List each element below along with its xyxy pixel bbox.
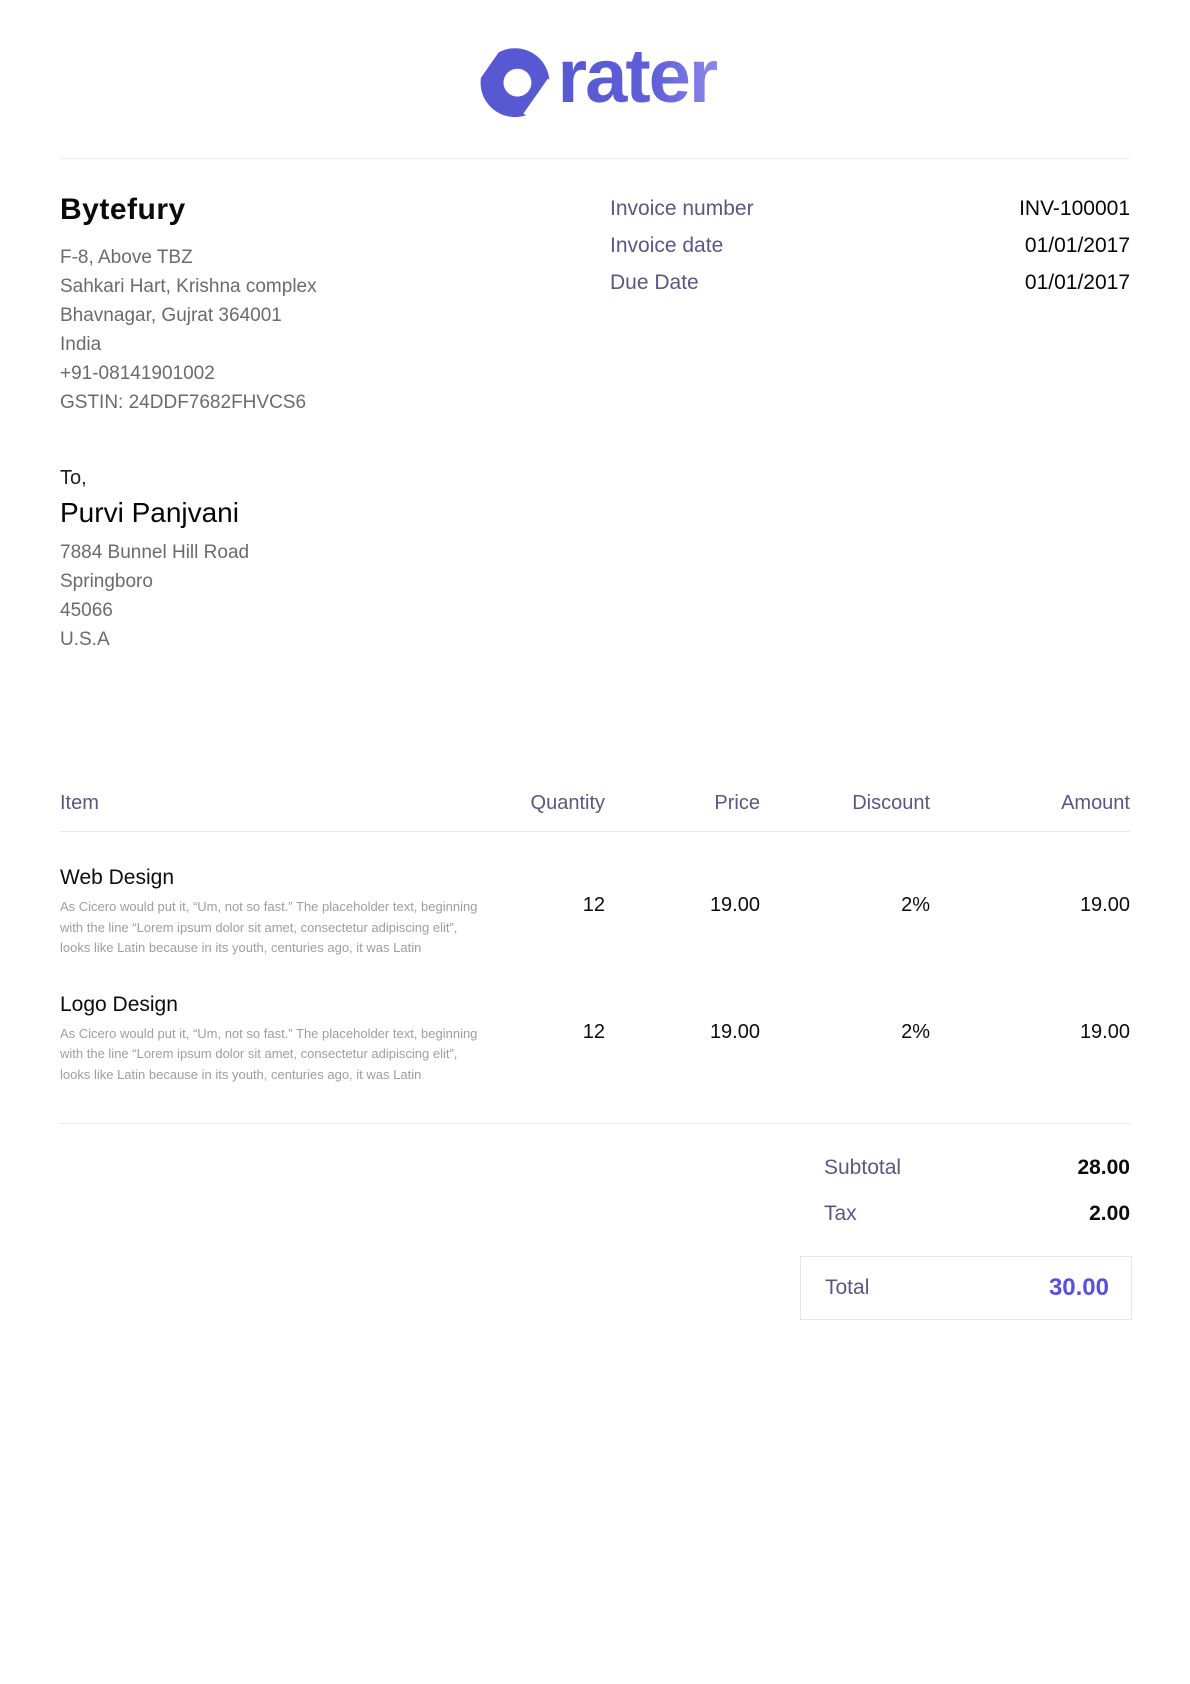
invoice-number-value: INV-100001 bbox=[1019, 197, 1130, 220]
column-header-amount: Amount bbox=[1061, 792, 1130, 814]
company-phone: +91-08141901002 bbox=[60, 363, 215, 384]
company-name: Bytefury bbox=[60, 193, 186, 226]
bill-to-block bbox=[0, 467, 1190, 654]
column-header-price: Price bbox=[714, 792, 760, 814]
column-header-item: Item bbox=[60, 792, 99, 814]
logo-wordmark: rater bbox=[557, 34, 717, 119]
customer-address-line: U.S.A bbox=[60, 629, 110, 650]
tax-row bbox=[800, 1202, 1132, 1226]
items-table bbox=[60, 792, 1130, 1085]
subtotal-value: 28.00 bbox=[1077, 1156, 1130, 1180]
due-date-label: Due Date bbox=[610, 271, 699, 294]
item-quantity: 12 bbox=[582, 894, 605, 916]
table-row-item-cell bbox=[60, 832, 485, 959]
company-gstin: GSTIN: 24DDF7682FHVCS6 bbox=[60, 392, 307, 413]
bill-to-prefix: To, bbox=[60, 467, 87, 489]
item-quantity: 12 bbox=[582, 1020, 605, 1043]
invoice-meta-block bbox=[610, 193, 1130, 417]
item-discount: 2% bbox=[901, 894, 930, 916]
logo-container bbox=[0, 0, 1190, 122]
company-address-line: F-8, Above TBZ bbox=[60, 247, 193, 268]
company-address-line: India bbox=[60, 334, 102, 355]
crater-c-icon bbox=[474, 40, 556, 122]
subtotal-row bbox=[800, 1156, 1132, 1180]
customer-address-line: 7884 Bunnel Hill Road bbox=[60, 542, 250, 563]
item-price: 19.00 bbox=[709, 1020, 760, 1043]
invoice-number-row bbox=[610, 197, 1130, 221]
totals-block bbox=[800, 1156, 1132, 1320]
item-price: 19.00 bbox=[709, 894, 760, 916]
item-amount: 19.00 bbox=[1079, 1020, 1130, 1043]
item-name: Logo Design bbox=[60, 992, 178, 1016]
company-address-line: Sahkari Hart, Krishna complex bbox=[60, 276, 317, 297]
customer-address-line: Springboro bbox=[60, 571, 153, 592]
subtotal-label: Subtotal bbox=[824, 1156, 902, 1180]
table-row-item-cell bbox=[60, 959, 485, 1086]
item-discount: 2% bbox=[901, 1020, 930, 1043]
company-address-line: Bhavnagar, Gujrat 364001 bbox=[60, 305, 282, 326]
total-value: 30.00 bbox=[1048, 1274, 1109, 1302]
customer-address-line: 45066 bbox=[60, 600, 113, 621]
crater-logo bbox=[474, 34, 717, 122]
invoice-date-value: 01/01/2017 bbox=[1024, 234, 1130, 257]
items-table-header bbox=[60, 792, 1130, 1085]
total-box bbox=[800, 1256, 1132, 1320]
customer-name: Purvi Panjvani bbox=[60, 497, 239, 528]
company-block bbox=[60, 193, 317, 417]
invoice-date-row bbox=[610, 234, 1130, 258]
totals-section bbox=[0, 1124, 1190, 1320]
header-section bbox=[0, 159, 1190, 417]
invoice-number-label: Invoice number bbox=[610, 197, 754, 220]
due-date-value: 01/01/2017 bbox=[1024, 271, 1130, 294]
column-header-discount: Discount bbox=[852, 792, 930, 814]
item-description: As Cicero would put it, “Um, not so fast.” The placeholder text, beginning with the line “Lorem ipsum dolor sit amet, consectetur adipiscing elit”, looks like Latin because in its youth, centuries ago, it was Latin bbox=[60, 899, 478, 956]
total-label: Total bbox=[825, 1276, 870, 1300]
tax-label: Tax bbox=[824, 1202, 857, 1226]
column-header-quantity: Quantity bbox=[530, 792, 605, 814]
item-name: Web Design bbox=[60, 866, 175, 889]
invoice-date-label: Invoice date bbox=[610, 234, 724, 257]
item-description: As Cicero would put it, “Um, not so fast.” The placeholder text, beginning with the line “Lorem ipsum dolor sit amet, consectetur adipiscing elit”, looks like Latin because in its youth, centuries ago, it was Latin bbox=[60, 1025, 478, 1082]
tax-value: 2.00 bbox=[1089, 1202, 1130, 1226]
due-date-row bbox=[610, 271, 1130, 295]
item-amount: 19.00 bbox=[1079, 894, 1130, 916]
